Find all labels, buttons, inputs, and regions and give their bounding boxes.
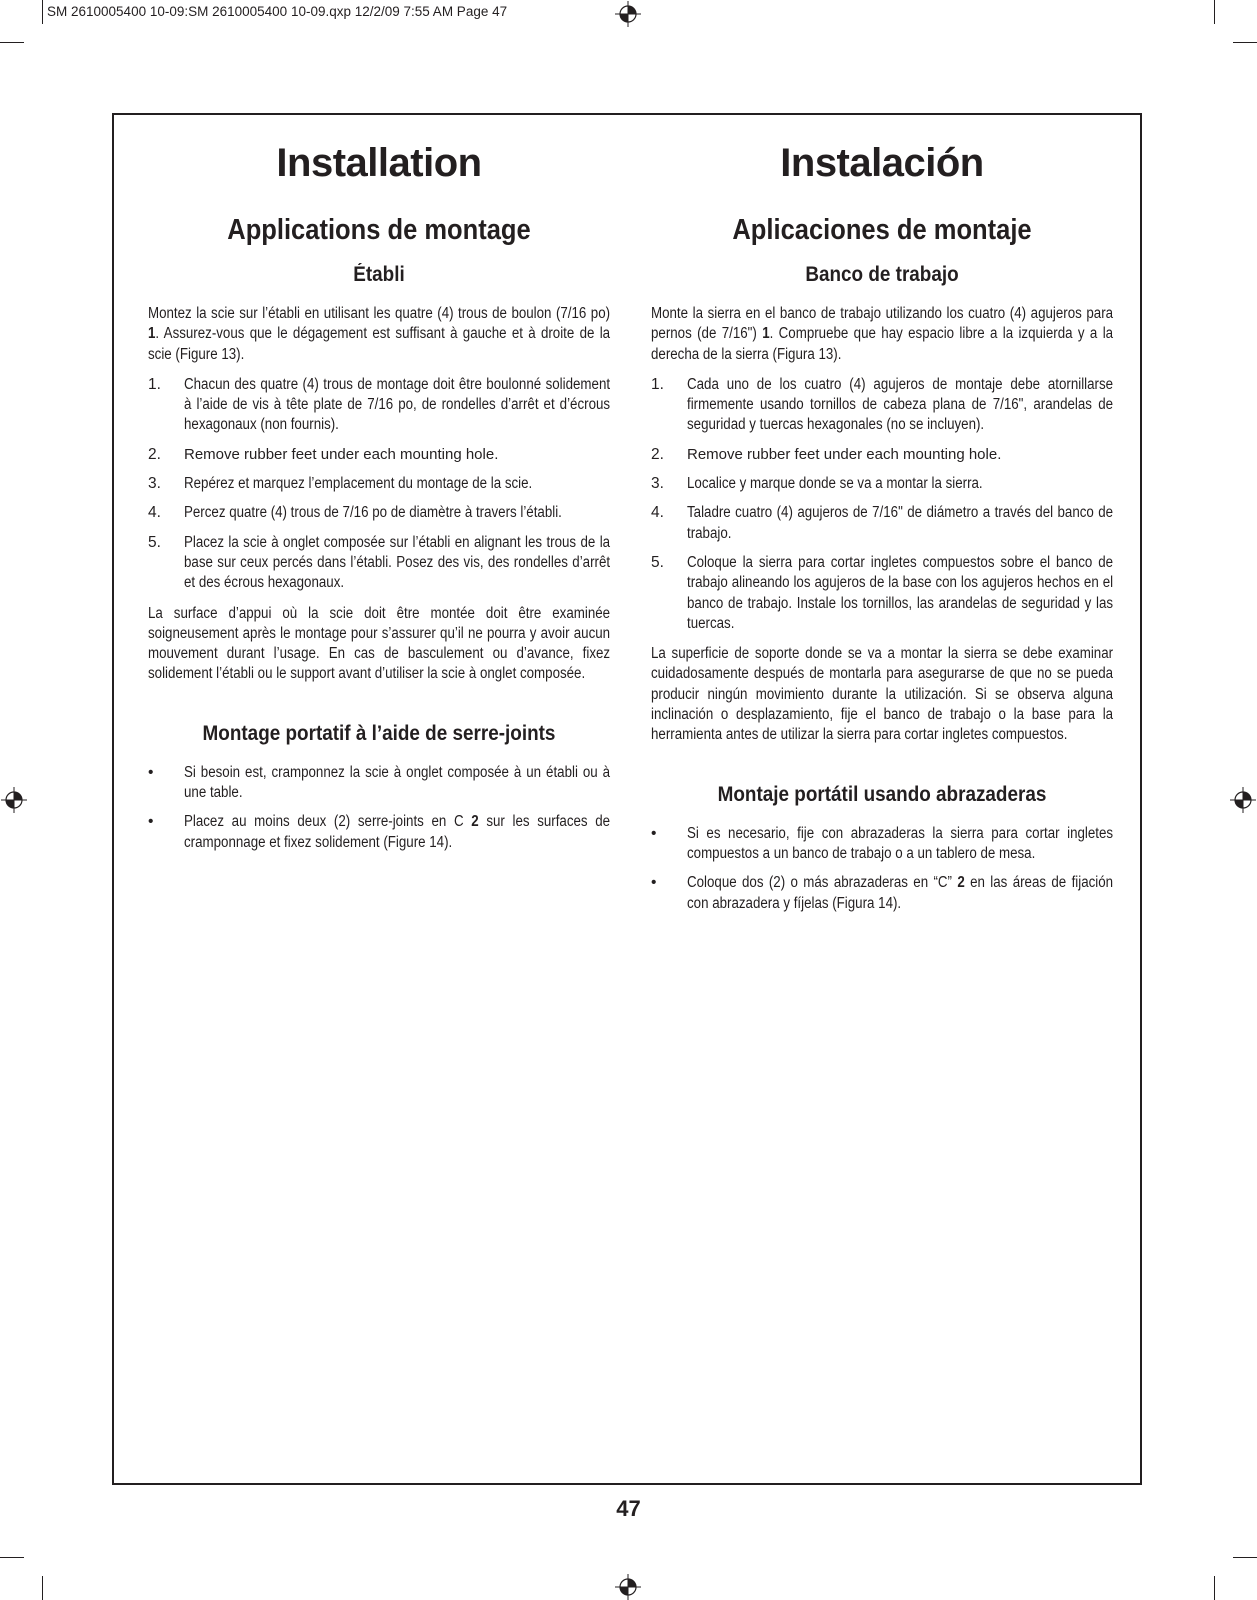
subsection-heading: Banco de trabajo <box>805 263 959 286</box>
list-item: 4. Taladre cuatro (4) agujeros de 7/16" de diámetro a través del banco de trabajo. <box>651 504 1114 542</box>
page-number: 47 <box>616 1496 641 1521</box>
list-item: 5. Coloque la sierra para cortar ingletes compuestos sobre el banco de trabajo alineando los agujeros de la base con los agujeros hechos en el banco de trabajo. Instale los tornillos, las arandelas de seguridad y las tuercas. <box>651 553 1114 632</box>
figure-reference: 2 <box>957 874 965 892</box>
surface-paragraph: La surface d’appui où la scie doit être montée doit être examinée soigneusement après le montage pour s’assurer qu’il ne pourra y avoir aucun mouvement durant l’usage. En cas de basculement ou d’avance, fixez solidement l’établi ou le support avant d’utiliser la scie à onglet composée. <box>148 604 611 683</box>
page-title: Installation <box>276 141 482 185</box>
figure-reference: 2 <box>471 813 479 831</box>
section-heading: Applications de montage <box>227 214 531 246</box>
list-item: 1. Cada uno de los cuatro (4) agujeros de montaje debe atornillarse firmemente usando tornillos de cabeza plana de 7/16", arandelas de seguridad y tuercas hexagonales (no se incluyen). <box>651 375 1114 434</box>
list-item: • Si es necesario, fije con abrazaderas la sierra para cortar ingletes compuestos a un banco de trabajo o a un tablero de mesa. <box>651 824 1114 862</box>
figure-reference: 1 <box>148 325 156 343</box>
subsection-heading: Montaje portátil usando abrazaderas <box>717 782 1047 806</box>
list-item: 2. Remove rubber feet under each mounting hole. <box>148 445 499 463</box>
french-column <box>148 138 610 863</box>
crop-mark <box>42 0 43 24</box>
list-item: 1. Chacun des quatre (4) trous de montage doit être boulonné solidement à l’aide de vis à tête plate de 7/16 po, de rondelles d’arrêt et d’écrous hexagonaux (non fournis). <box>148 375 611 434</box>
bullet-list <box>148 763 610 853</box>
bullet-list <box>651 824 1113 914</box>
steps-list <box>148 375 610 594</box>
intro-paragraph: Monte la sierra en el banco de trabajo utilizando los cuatro (4) agujeros para pernos (de 7/16") 1. Compruebe que hay espacio libre a la izquierda y a la derecha de la sierra (Figura 13). <box>651 305 1114 363</box>
crop-mark <box>0 1557 24 1558</box>
subsection-heading: Montage portatif à l’aide de serre-joints <box>202 721 556 745</box>
page-title: Instalación <box>780 141 984 185</box>
surface-paragraph: La superficie de soporte donde se va a montar la sierra se debe examinar cuidadosamente después de montarla para asegurarse de que no se pueda producir ningún movimiento durante la utilización. Si se observa alguna inclinación o desplazamiento, fije el banco de trabajo o la base para la herramienta antes de utilizar la sierra para cortar ingletes compuestos. <box>651 645 1114 744</box>
registration-mark-icon <box>615 1574 641 1600</box>
spanish-column <box>651 138 1113 924</box>
printer-slug: SM 2610005400 10-09:SM 2610005400 10-09.qxp 12/2/09 7:55 AM Page 47 <box>47 4 508 19</box>
crop-mark <box>1214 0 1215 24</box>
list-item: 5. Placez la scie à onglet composée sur l’établi en alignant les trous de la base sur ceux percés dans l’établi. Posez des vis, des rondelles d’arrêt et des écrous hexagonaux. <box>148 533 611 592</box>
subsection-heading: Établi <box>353 263 405 286</box>
list-item: • Coloque dos (2) o más abrazaderas en “C” 2 en las áreas de fijación con abrazadera y fíjelas (Figura 14). <box>651 874 1114 912</box>
crop-mark <box>42 1576 43 1600</box>
crop-mark <box>1233 1557 1257 1558</box>
registration-mark-icon <box>1230 787 1256 813</box>
list-item: 3. Localice y marque donde se va a montar la sierra. <box>651 475 983 493</box>
registration-mark-icon <box>615 1 641 27</box>
intro-paragraph: Montez la scie sur l’établi en utilisant les quatre (4) trous de boulon (7/16 po) 1. Assurez-vous que le dégagement est suffisant à gauche et à droite de la scie (Figure 13). <box>148 305 611 363</box>
registration-mark-icon <box>1 787 27 813</box>
crop-mark <box>1214 1576 1215 1600</box>
section-heading: Aplicaciones de montaje <box>732 214 1032 246</box>
list-item: • Si besoin est, cramponnez la scie à onglet composée à un établi ou à une table. <box>148 763 611 802</box>
crop-mark <box>0 42 24 43</box>
steps-list <box>651 375 1113 634</box>
figure-reference: 1 <box>762 325 770 343</box>
list-item: 4. Percez quatre (4) trous de 7/16 po de diamètre à travers l’établi. <box>148 504 562 522</box>
list-item: 2. Remove rubber feet under each mounting hole. <box>651 445 1002 463</box>
list-item: • Placez au moins deux (2) serre-joints en C 2 sur les surfaces de cramponnage et fixez solidement (Figure 14). <box>148 813 611 851</box>
list-item: 3. Repérez et marquez l’emplacement du montage de la scie. <box>148 475 533 493</box>
crop-mark <box>1233 42 1257 43</box>
